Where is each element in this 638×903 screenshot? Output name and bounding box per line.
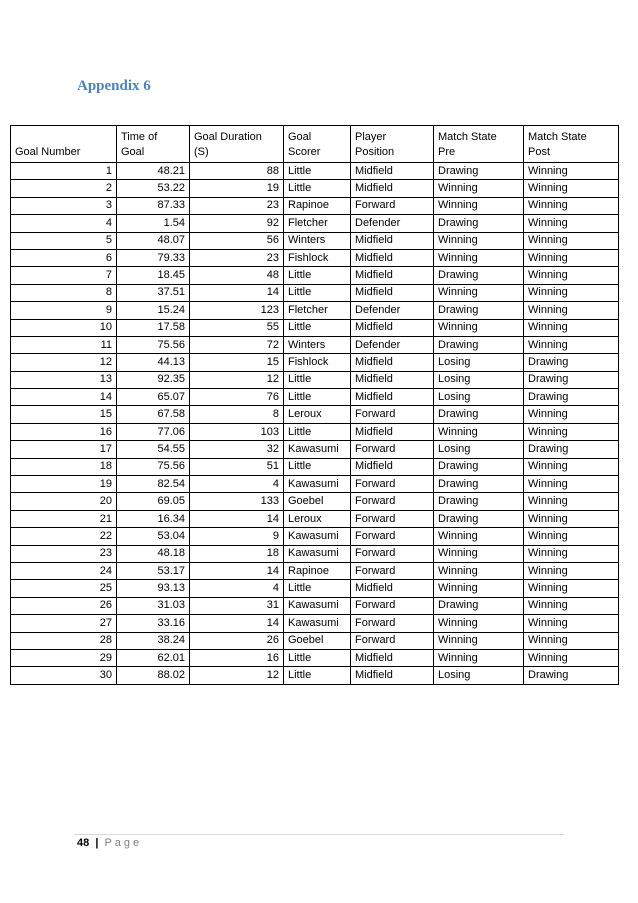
- table-row: [11, 510, 619, 527]
- cell-player-position: Midfield: [351, 180, 434, 197]
- cell-match-state-pre: Winning: [434, 319, 524, 336]
- cell-match-state-pre: Winning: [434, 580, 524, 597]
- cell-match-state-post: Winning: [524, 580, 619, 597]
- cell-time-of-goal: 65.07: [117, 389, 190, 406]
- cell-goal-number: 25: [11, 580, 117, 597]
- cell-goal-scorer: Little: [284, 371, 351, 388]
- cell-match-state-post: Drawing: [524, 441, 619, 458]
- cell-goal-duration: 55: [190, 319, 284, 336]
- cell-match-state-post: Winning: [524, 597, 619, 614]
- column-header-match-state-pre: [434, 126, 524, 163]
- cell-goal-scorer: Kawasumi: [284, 597, 351, 614]
- cell-player-position: Midfield: [351, 458, 434, 475]
- cell-match-state-pre: Drawing: [434, 510, 524, 527]
- cell-time-of-goal: 67.58: [117, 406, 190, 423]
- header-text: Player: [355, 131, 387, 143]
- cell-goal-duration: 26: [190, 632, 284, 649]
- cell-match-state-pre: Drawing: [434, 476, 524, 493]
- table-row: [11, 284, 619, 301]
- cell-goal-duration: 15: [190, 354, 284, 371]
- cell-match-state-pre: Drawing: [434, 597, 524, 614]
- column-header-player-position: [351, 126, 434, 163]
- table-row: [11, 667, 619, 684]
- cell-match-state-post: Winning: [524, 528, 619, 545]
- cell-player-position: Midfield: [351, 319, 434, 336]
- cell-goal-scorer: Leroux: [284, 510, 351, 527]
- cell-match-state-pre: Winning: [434, 632, 524, 649]
- cell-time-of-goal: 77.06: [117, 423, 190, 440]
- cell-time-of-goal: 16.34: [117, 510, 190, 527]
- table-row: [11, 423, 619, 440]
- cell-goal-duration: 48: [190, 267, 284, 284]
- cell-player-position: Forward: [351, 597, 434, 614]
- cell-time-of-goal: 87.33: [117, 197, 190, 214]
- cell-goal-number: 22: [11, 528, 117, 545]
- cell-goal-duration: 8: [190, 406, 284, 423]
- cell-goal-number: 10: [11, 319, 117, 336]
- cell-goal-number: 23: [11, 545, 117, 562]
- cell-time-of-goal: 48.18: [117, 545, 190, 562]
- cell-match-state-pre: Losing: [434, 667, 524, 684]
- cell-match-state-pre: Losing: [434, 371, 524, 388]
- cell-goal-scorer: Leroux: [284, 406, 351, 423]
- cell-player-position: Midfield: [351, 284, 434, 301]
- cell-time-of-goal: 18.45: [117, 267, 190, 284]
- column-header-match-state-post: [524, 126, 619, 163]
- cell-time-of-goal: 17.58: [117, 319, 190, 336]
- cell-goal-scorer: Rapinoe: [284, 197, 351, 214]
- cell-match-state-pre: Drawing: [434, 458, 524, 475]
- cell-goal-scorer: Kawasumi: [284, 615, 351, 632]
- cell-goal-duration: 56: [190, 232, 284, 249]
- table-row: [11, 615, 619, 632]
- header-text: Goal: [288, 131, 312, 143]
- cell-player-position: Forward: [351, 493, 434, 510]
- cell-match-state-post: Winning: [524, 163, 619, 180]
- cell-goal-number: 5: [11, 232, 117, 249]
- cell-goal-scorer: Little: [284, 389, 351, 406]
- cell-player-position: Midfield: [351, 389, 434, 406]
- table-row: [11, 458, 619, 475]
- cell-match-state-post: Winning: [524, 319, 619, 336]
- cell-match-state-pre: Drawing: [434, 163, 524, 180]
- cell-goal-duration: 19: [190, 180, 284, 197]
- cell-match-state-post: Winning: [524, 267, 619, 284]
- header-text: Match State: [438, 131, 497, 143]
- cell-goal-duration: 4: [190, 580, 284, 597]
- cell-player-position: Defender: [351, 302, 434, 319]
- column-header-goal-scorer: [284, 126, 351, 163]
- cell-time-of-goal: 75.56: [117, 336, 190, 353]
- page-footer: [77, 837, 142, 849]
- cell-goal-scorer: Little: [284, 267, 351, 284]
- cell-goal-number: 16: [11, 423, 117, 440]
- cell-goal-duration: 88: [190, 163, 284, 180]
- cell-goal-scorer: Goebel: [284, 632, 351, 649]
- cell-time-of-goal: 54.55: [117, 441, 190, 458]
- cell-match-state-pre: Winning: [434, 180, 524, 197]
- cell-time-of-goal: 48.07: [117, 232, 190, 249]
- cell-match-state-pre: Winning: [434, 249, 524, 266]
- cell-player-position: Forward: [351, 441, 434, 458]
- cell-match-state-pre: Winning: [434, 545, 524, 562]
- cell-match-state-post: Winning: [524, 406, 619, 423]
- cell-goal-scorer: Rapinoe: [284, 562, 351, 579]
- cell-match-state-pre: Losing: [434, 389, 524, 406]
- header-text: Goal Duration: [194, 131, 262, 143]
- cell-player-position: Midfield: [351, 649, 434, 666]
- cell-goal-number: 28: [11, 632, 117, 649]
- cell-match-state-pre: Winning: [434, 232, 524, 249]
- cell-match-state-pre: Winning: [434, 423, 524, 440]
- cell-goal-number: 24: [11, 562, 117, 579]
- cell-match-state-post: Winning: [524, 284, 619, 301]
- cell-match-state-post: Winning: [524, 423, 619, 440]
- cell-goal-number: 1: [11, 163, 117, 180]
- table-body: [11, 163, 619, 685]
- cell-goal-duration: 51: [190, 458, 284, 475]
- cell-player-position: Defender: [351, 336, 434, 353]
- cell-match-state-pre: Drawing: [434, 267, 524, 284]
- cell-time-of-goal: 1.54: [117, 215, 190, 232]
- cell-goal-duration: 32: [190, 441, 284, 458]
- cell-player-position: Forward: [351, 632, 434, 649]
- cell-match-state-pre: Drawing: [434, 302, 524, 319]
- cell-goal-number: 21: [11, 510, 117, 527]
- cell-player-position: Defender: [351, 215, 434, 232]
- cell-goal-scorer: Fletcher: [284, 302, 351, 319]
- table-row: [11, 649, 619, 666]
- cell-goal-duration: 12: [190, 667, 284, 684]
- cell-goal-duration: 14: [190, 615, 284, 632]
- cell-goal-duration: 4: [190, 476, 284, 493]
- table-row: [11, 232, 619, 249]
- column-header-goal-number: [11, 126, 117, 163]
- table-row: [11, 493, 619, 510]
- cell-goal-number: 19: [11, 476, 117, 493]
- cell-player-position: Forward: [351, 476, 434, 493]
- header-text: Position: [355, 146, 395, 158]
- cell-goal-duration: 72: [190, 336, 284, 353]
- cell-goal-scorer: Little: [284, 667, 351, 684]
- cell-match-state-pre: Winning: [434, 615, 524, 632]
- header-text: Scorer: [288, 146, 321, 158]
- cell-goal-duration: 92: [190, 215, 284, 232]
- cell-goal-scorer: Little: [284, 423, 351, 440]
- header-text: Goal Number: [15, 146, 81, 158]
- cell-match-state-pre: Losing: [434, 354, 524, 371]
- cell-goal-duration: 16: [190, 649, 284, 666]
- cell-match-state-post: Winning: [524, 249, 619, 266]
- cell-player-position: Forward: [351, 562, 434, 579]
- cell-time-of-goal: 53.22: [117, 180, 190, 197]
- cell-goal-number: 26: [11, 597, 117, 614]
- cell-player-position: Midfield: [351, 163, 434, 180]
- cell-player-position: Midfield: [351, 354, 434, 371]
- cell-player-position: Midfield: [351, 371, 434, 388]
- cell-goal-number: 9: [11, 302, 117, 319]
- table-row: [11, 441, 619, 458]
- cell-goal-duration: 31: [190, 597, 284, 614]
- cell-goal-number: 18: [11, 458, 117, 475]
- cell-goal-scorer: Little: [284, 580, 351, 597]
- cell-match-state-pre: Winning: [434, 284, 524, 301]
- cell-match-state-post: Winning: [524, 232, 619, 249]
- cell-match-state-pre: Drawing: [434, 406, 524, 423]
- cell-goal-scorer: Kawasumi: [284, 528, 351, 545]
- cell-goal-scorer: Fletcher: [284, 215, 351, 232]
- table-header-row: [11, 126, 619, 163]
- cell-goal-number: 15: [11, 406, 117, 423]
- cell-time-of-goal: 69.05: [117, 493, 190, 510]
- page-label: Page: [104, 837, 143, 849]
- cell-match-state-pre: Winning: [434, 562, 524, 579]
- cell-time-of-goal: 88.02: [117, 667, 190, 684]
- table-row: [11, 354, 619, 371]
- cell-time-of-goal: 44.13: [117, 354, 190, 371]
- cell-match-state-pre: Losing: [434, 441, 524, 458]
- cell-match-state-post: Drawing: [524, 371, 619, 388]
- cell-match-state-post: Winning: [524, 476, 619, 493]
- table-row: [11, 197, 619, 214]
- cell-match-state-pre: Drawing: [434, 215, 524, 232]
- cell-goal-number: 13: [11, 371, 117, 388]
- cell-goal-number: 30: [11, 667, 117, 684]
- cell-goal-duration: 23: [190, 197, 284, 214]
- column-header-goal-duration: [190, 126, 284, 163]
- cell-match-state-post: Winning: [524, 336, 619, 353]
- cell-match-state-pre: Drawing: [434, 493, 524, 510]
- cell-goal-duration: 18: [190, 545, 284, 562]
- table-row: [11, 249, 619, 266]
- header-text: Goal: [121, 146, 145, 158]
- cell-goal-number: 3: [11, 197, 117, 214]
- cell-goal-number: 20: [11, 493, 117, 510]
- cell-goal-duration: 123: [190, 302, 284, 319]
- table-row: [11, 163, 619, 180]
- table-row: [11, 215, 619, 232]
- cell-goal-scorer: Winters: [284, 232, 351, 249]
- cell-match-state-post: Winning: [524, 215, 619, 232]
- header-text: Pre: [438, 146, 456, 158]
- cell-match-state-post: Winning: [524, 615, 619, 632]
- page-number: 48: [77, 837, 90, 849]
- cell-time-of-goal: 33.16: [117, 615, 190, 632]
- column-header-time-of-goal: [117, 126, 190, 163]
- cell-match-state-post: Winning: [524, 302, 619, 319]
- cell-time-of-goal: 75.56: [117, 458, 190, 475]
- footer-separator: |: [95, 837, 99, 849]
- cell-goal-scorer: Little: [284, 180, 351, 197]
- cell-goal-scorer: Little: [284, 163, 351, 180]
- header-text: Match State: [528, 131, 587, 143]
- cell-match-state-post: Winning: [524, 632, 619, 649]
- cell-time-of-goal: 79.33: [117, 249, 190, 266]
- cell-goal-scorer: Little: [284, 649, 351, 666]
- cell-time-of-goal: 53.17: [117, 562, 190, 579]
- cell-match-state-post: Drawing: [524, 354, 619, 371]
- cell-match-state-pre: Winning: [434, 197, 524, 214]
- cell-player-position: Midfield: [351, 232, 434, 249]
- cell-time-of-goal: 92.35: [117, 371, 190, 388]
- cell-goal-duration: 103: [190, 423, 284, 440]
- footer-divider: [74, 834, 564, 835]
- table-row: [11, 528, 619, 545]
- cell-player-position: Midfield: [351, 423, 434, 440]
- cell-match-state-post: Winning: [524, 197, 619, 214]
- cell-match-state-post: Winning: [524, 458, 619, 475]
- cell-player-position: Midfield: [351, 667, 434, 684]
- cell-match-state-pre: Drawing: [434, 336, 524, 353]
- cell-goal-scorer: Kawasumi: [284, 545, 351, 562]
- cell-time-of-goal: 93.13: [117, 580, 190, 597]
- cell-time-of-goal: 82.54: [117, 476, 190, 493]
- cell-goal-scorer: Little: [284, 319, 351, 336]
- table-row: [11, 319, 619, 336]
- cell-time-of-goal: 62.01: [117, 649, 190, 666]
- cell-goal-number: 12: [11, 354, 117, 371]
- appendix-heading: Appendix 6: [77, 78, 151, 94]
- cell-goal-scorer: Goebel: [284, 493, 351, 510]
- table-row: [11, 180, 619, 197]
- header-text: (S): [194, 146, 209, 158]
- cell-match-state-post: Drawing: [524, 389, 619, 406]
- cell-goal-duration: 14: [190, 284, 284, 301]
- table-row: [11, 336, 619, 353]
- cell-goal-number: 29: [11, 649, 117, 666]
- cell-player-position: Forward: [351, 528, 434, 545]
- cell-player-position: Forward: [351, 545, 434, 562]
- cell-player-position: Forward: [351, 197, 434, 214]
- cell-goal-number: 6: [11, 249, 117, 266]
- table-row: [11, 562, 619, 579]
- cell-goal-scorer: Little: [284, 458, 351, 475]
- table-row: [11, 632, 619, 649]
- table-row: [11, 302, 619, 319]
- goal-data-table: [10, 125, 619, 685]
- cell-time-of-goal: 48.21: [117, 163, 190, 180]
- table-row: [11, 597, 619, 614]
- cell-match-state-pre: Winning: [434, 649, 524, 666]
- table-row: [11, 406, 619, 423]
- cell-time-of-goal: 38.24: [117, 632, 190, 649]
- cell-time-of-goal: 37.51: [117, 284, 190, 301]
- cell-goal-number: 11: [11, 336, 117, 353]
- cell-goal-number: 14: [11, 389, 117, 406]
- table-row: [11, 267, 619, 284]
- cell-goal-number: 7: [11, 267, 117, 284]
- table-row: [11, 371, 619, 388]
- cell-goal-scorer: Fishlock: [284, 249, 351, 266]
- cell-match-state-post: Winning: [524, 493, 619, 510]
- table-row: [11, 580, 619, 597]
- cell-goal-scorer: Fishlock: [284, 354, 351, 371]
- cell-goal-number: 2: [11, 180, 117, 197]
- cell-match-state-post: Drawing: [524, 667, 619, 684]
- cell-goal-duration: 133: [190, 493, 284, 510]
- cell-goal-scorer: Winters: [284, 336, 351, 353]
- cell-player-position: Forward: [351, 510, 434, 527]
- cell-goal-number: 4: [11, 215, 117, 232]
- cell-player-position: Midfield: [351, 249, 434, 266]
- header-text: Time of: [121, 131, 158, 143]
- cell-goal-duration: 76: [190, 389, 284, 406]
- cell-time-of-goal: 15.24: [117, 302, 190, 319]
- cell-match-state-post: Winning: [524, 545, 619, 562]
- cell-goal-scorer: Little: [284, 284, 351, 301]
- cell-goal-duration: 14: [190, 510, 284, 527]
- cell-goal-scorer: Kawasumi: [284, 441, 351, 458]
- cell-time-of-goal: 31.03: [117, 597, 190, 614]
- cell-goal-number: 17: [11, 441, 117, 458]
- cell-goal-scorer: Kawasumi: [284, 476, 351, 493]
- cell-player-position: Forward: [351, 406, 434, 423]
- cell-goal-duration: 14: [190, 562, 284, 579]
- cell-player-position: Midfield: [351, 580, 434, 597]
- cell-goal-duration: 12: [190, 371, 284, 388]
- table-row: [11, 389, 619, 406]
- cell-player-position: Midfield: [351, 267, 434, 284]
- cell-goal-duration: 9: [190, 528, 284, 545]
- table-row: [11, 545, 619, 562]
- cell-player-position: Forward: [351, 615, 434, 632]
- cell-goal-duration: 23: [190, 249, 284, 266]
- cell-match-state-post: Winning: [524, 180, 619, 197]
- cell-match-state-post: Winning: [524, 649, 619, 666]
- table-row: [11, 476, 619, 493]
- cell-goal-number: 27: [11, 615, 117, 632]
- cell-goal-number: 8: [11, 284, 117, 301]
- cell-match-state-pre: Winning: [434, 528, 524, 545]
- cell-match-state-post: Winning: [524, 562, 619, 579]
- header-text: Post: [528, 146, 551, 158]
- cell-match-state-post: Winning: [524, 510, 619, 527]
- cell-time-of-goal: 53.04: [117, 528, 190, 545]
